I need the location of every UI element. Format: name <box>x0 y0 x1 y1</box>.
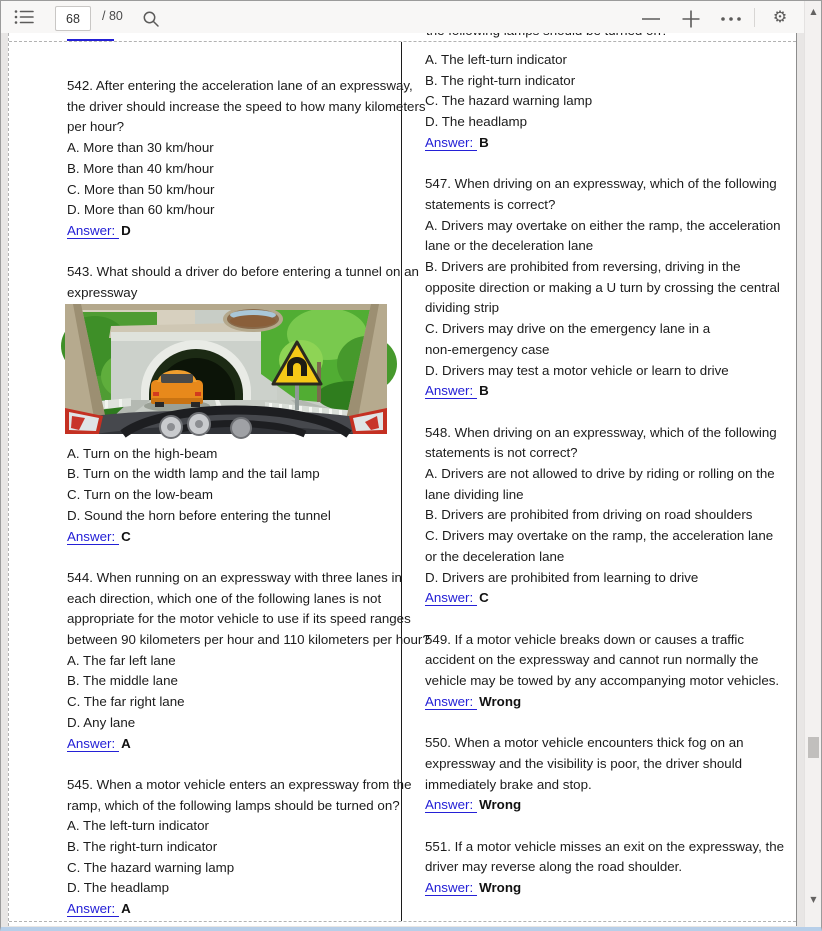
text-line: A. The left-turn indicator <box>425 52 567 67</box>
text-line: C. Turn on the low-beam <box>67 487 213 503</box>
question-q550 <box>425 733 792 816</box>
question-q543 <box>67 262 419 547</box>
text-line: lane dividing line <box>425 486 524 502</box>
text-line: B. The right-turn indicator <box>67 839 218 855</box>
answer-link[interactable]: Answer: <box>67 736 119 752</box>
minus-icon <box>641 10 661 28</box>
text-line: A. Drivers may overtake on either the ramp, the acceleration <box>425 217 781 233</box>
gear-icon: ⚙ <box>772 7 788 26</box>
text-line: C. The hazard warning lamp <box>67 859 235 875</box>
text-line: 548. When driving on an expressway, which of the following <box>425 424 777 440</box>
text-line: expressway <box>67 285 138 301</box>
text-line: per hour? <box>67 119 125 135</box>
text-line: B. Drivers are prohibited from reversing, driving in the <box>425 259 741 275</box>
scroll-up-arrow-icon[interactable]: ▲ <box>805 5 822 19</box>
zoom-out-button[interactable] <box>641 10 661 28</box>
text-line: 550. When a motor vehicle encounters thick fog on an <box>425 735 744 751</box>
answer-line <box>425 133 792 154</box>
text-line: accident on the expressway and cannot run normally the <box>425 652 759 668</box>
text-line: B. Turn on the width lamp and the tail lamp <box>67 466 320 482</box>
text-line: D. The headlamp <box>425 114 527 130</box>
answer-value: B <box>479 383 489 399</box>
answer-line <box>67 221 393 242</box>
answer-value: C <box>121 528 131 544</box>
question-q542 <box>67 76 426 242</box>
text-line: 551. If a motor vehicle misses an exit on the expressway, the <box>425 838 785 854</box>
text-line: B. More than 40 km/hour <box>67 160 214 176</box>
toolbar-divider <box>754 8 755 27</box>
settings-button[interactable] <box>769 5 791 29</box>
text-line: lane or the deceleration lane <box>425 238 594 254</box>
text-line: 543. What should a driver do before entering a tunnel on an <box>67 264 419 280</box>
answer-value: Wrong <box>479 880 522 896</box>
text-line: B. Drivers are prohibited from driving on road shoulders <box>425 507 753 523</box>
text-line: non-emergency case <box>425 341 550 357</box>
text-line: 549. If a motor vehicle breaks down or causes a traffic <box>425 631 745 647</box>
text-line: appropriate for the motor vehicle to use if its speed ranges <box>67 611 411 627</box>
text-line: driver may reverse along the road shoulder. <box>425 859 683 875</box>
answer-link[interactable]: Answer: <box>425 797 477 813</box>
answer-link[interactable]: Answer: <box>425 135 477 151</box>
zoom-in-button[interactable] <box>681 9 701 29</box>
answer-line <box>425 795 792 816</box>
text-line: statements is not correct? <box>425 445 578 461</box>
answer-value: Wrong <box>479 797 522 813</box>
text-line: C. Drivers may overtake on the ramp, the acceleration lane <box>425 528 774 544</box>
answer-line <box>67 527 393 548</box>
answer-link-fragment <box>67 39 114 41</box>
text-line: expressway and the visibility is poor, the driver should <box>425 755 743 771</box>
answer-line <box>67 899 393 920</box>
text-line: immediately brake and stop. <box>425 776 592 792</box>
text-line: A. The far left lane <box>67 652 176 668</box>
plus-icon <box>681 9 701 29</box>
answer-link[interactable]: Answer: <box>425 590 477 606</box>
text-line: the driver should increase the speed to how many kilometers <box>67 98 426 114</box>
question-q546-partial <box>425 50 792 154</box>
answer-line <box>425 692 792 713</box>
text-line: C. Drivers may drive on the emergency lane in a <box>425 321 711 337</box>
answer-line <box>425 878 792 899</box>
text-line: D. Sound the horn before entering the tunnel <box>67 507 331 523</box>
clipped-previous-row <box>9 33 796 41</box>
text-line: A. The left-turn indicator <box>67 818 209 834</box>
answer-value: A <box>121 901 131 917</box>
left-column <box>9 42 430 921</box>
question-image-tunnel <box>65 304 387 434</box>
text-line: or the deceleration lane <box>425 548 565 564</box>
question-q548 <box>425 423 792 609</box>
question-q545 <box>67 775 412 920</box>
answer-link[interactable]: Answer: <box>67 901 119 917</box>
text-line: statements is correct? <box>425 196 556 212</box>
text-line: D. Drivers are prohibited from learning to drive <box>425 569 699 585</box>
text-line: 547. When driving on an expressway, which of the following <box>425 176 777 192</box>
question-q549 <box>425 630 792 713</box>
scrollbar-thumb[interactable] <box>808 737 819 758</box>
text-line: D. Drivers may test a motor vehicle or learn to drive <box>425 362 729 378</box>
question-q551 <box>425 837 792 899</box>
text-line: C. The hazard warning lamp <box>425 93 593 109</box>
text-line: each direction, which one of the following lanes is not <box>67 590 382 606</box>
text-line: B. The right-turn indicator <box>425 72 576 88</box>
answer-value: D <box>121 222 131 238</box>
answer-value: C <box>479 590 489 606</box>
text-line: A. Drivers are not allowed to drive by riding or rolling on the <box>425 466 775 482</box>
vertical-scrollbar[interactable] <box>804 0 822 931</box>
answer-link[interactable]: Answer: <box>425 383 477 399</box>
search-icon <box>142 10 160 28</box>
answer-value: Wrong <box>479 693 522 709</box>
text-line: D. More than 60 km/hour <box>67 202 215 218</box>
ellipsis-icon <box>719 9 743 29</box>
text-line: C. More than 50 km/hour <box>67 181 215 197</box>
text-line: A. Turn on the high-beam <box>67 445 218 461</box>
text-line: dividing strip <box>425 300 500 316</box>
answer-line <box>425 381 792 402</box>
table-of-contents-button[interactable] <box>14 8 36 26</box>
answer-link[interactable]: Answer: <box>67 529 119 545</box>
page-total-label: / 80 <box>102 9 123 23</box>
question-table <box>9 41 796 922</box>
document-page <box>8 33 797 926</box>
text-line: B. The middle lane <box>67 673 178 689</box>
text-line: between 90 kilometers per hour and 110 kilometers per hour? <box>67 632 430 648</box>
more-options-button[interactable] <box>719 9 743 29</box>
answer-value: B <box>479 134 489 150</box>
scroll-down-arrow-icon[interactable]: ▼ <box>805 893 822 907</box>
search-button[interactable] <box>142 10 160 28</box>
text-line: 544. When running on an expressway with three lanes in <box>67 569 402 585</box>
table-of-contents-icon <box>14 9 36 25</box>
text-line: D. The headlamp <box>67 880 169 896</box>
text-line: C. The far right lane <box>67 694 185 710</box>
pdf-toolbar <box>0 0 805 33</box>
answer-link[interactable]: Answer: <box>425 880 477 896</box>
answer-link[interactable]: Answer: <box>67 223 119 239</box>
answer-line <box>425 588 792 609</box>
right-column <box>402 42 796 921</box>
text-line: ramp, which of the following lamps should be turned on? <box>67 797 400 813</box>
text-line: 545. When a motor vehicle enters an expressway from the <box>67 776 412 792</box>
question-q544 <box>67 568 430 754</box>
answer-link[interactable]: Answer: <box>425 694 477 710</box>
text-line: A. More than 30 km/hour <box>67 140 214 156</box>
text-line: 542. After entering the acceleration lane of an expressway, <box>67 78 413 93</box>
answer-value: A <box>121 735 131 751</box>
text-line: vehicle may be towed by any accompanying motor vehicles. <box>425 673 780 689</box>
answer-line <box>67 734 393 755</box>
page-number-input[interactable] <box>55 6 91 31</box>
text-line: D. Any lane <box>67 714 136 730</box>
text-line: opposite direction or making a U turn by crossing the central <box>425 279 780 295</box>
question-q547 <box>425 174 792 402</box>
